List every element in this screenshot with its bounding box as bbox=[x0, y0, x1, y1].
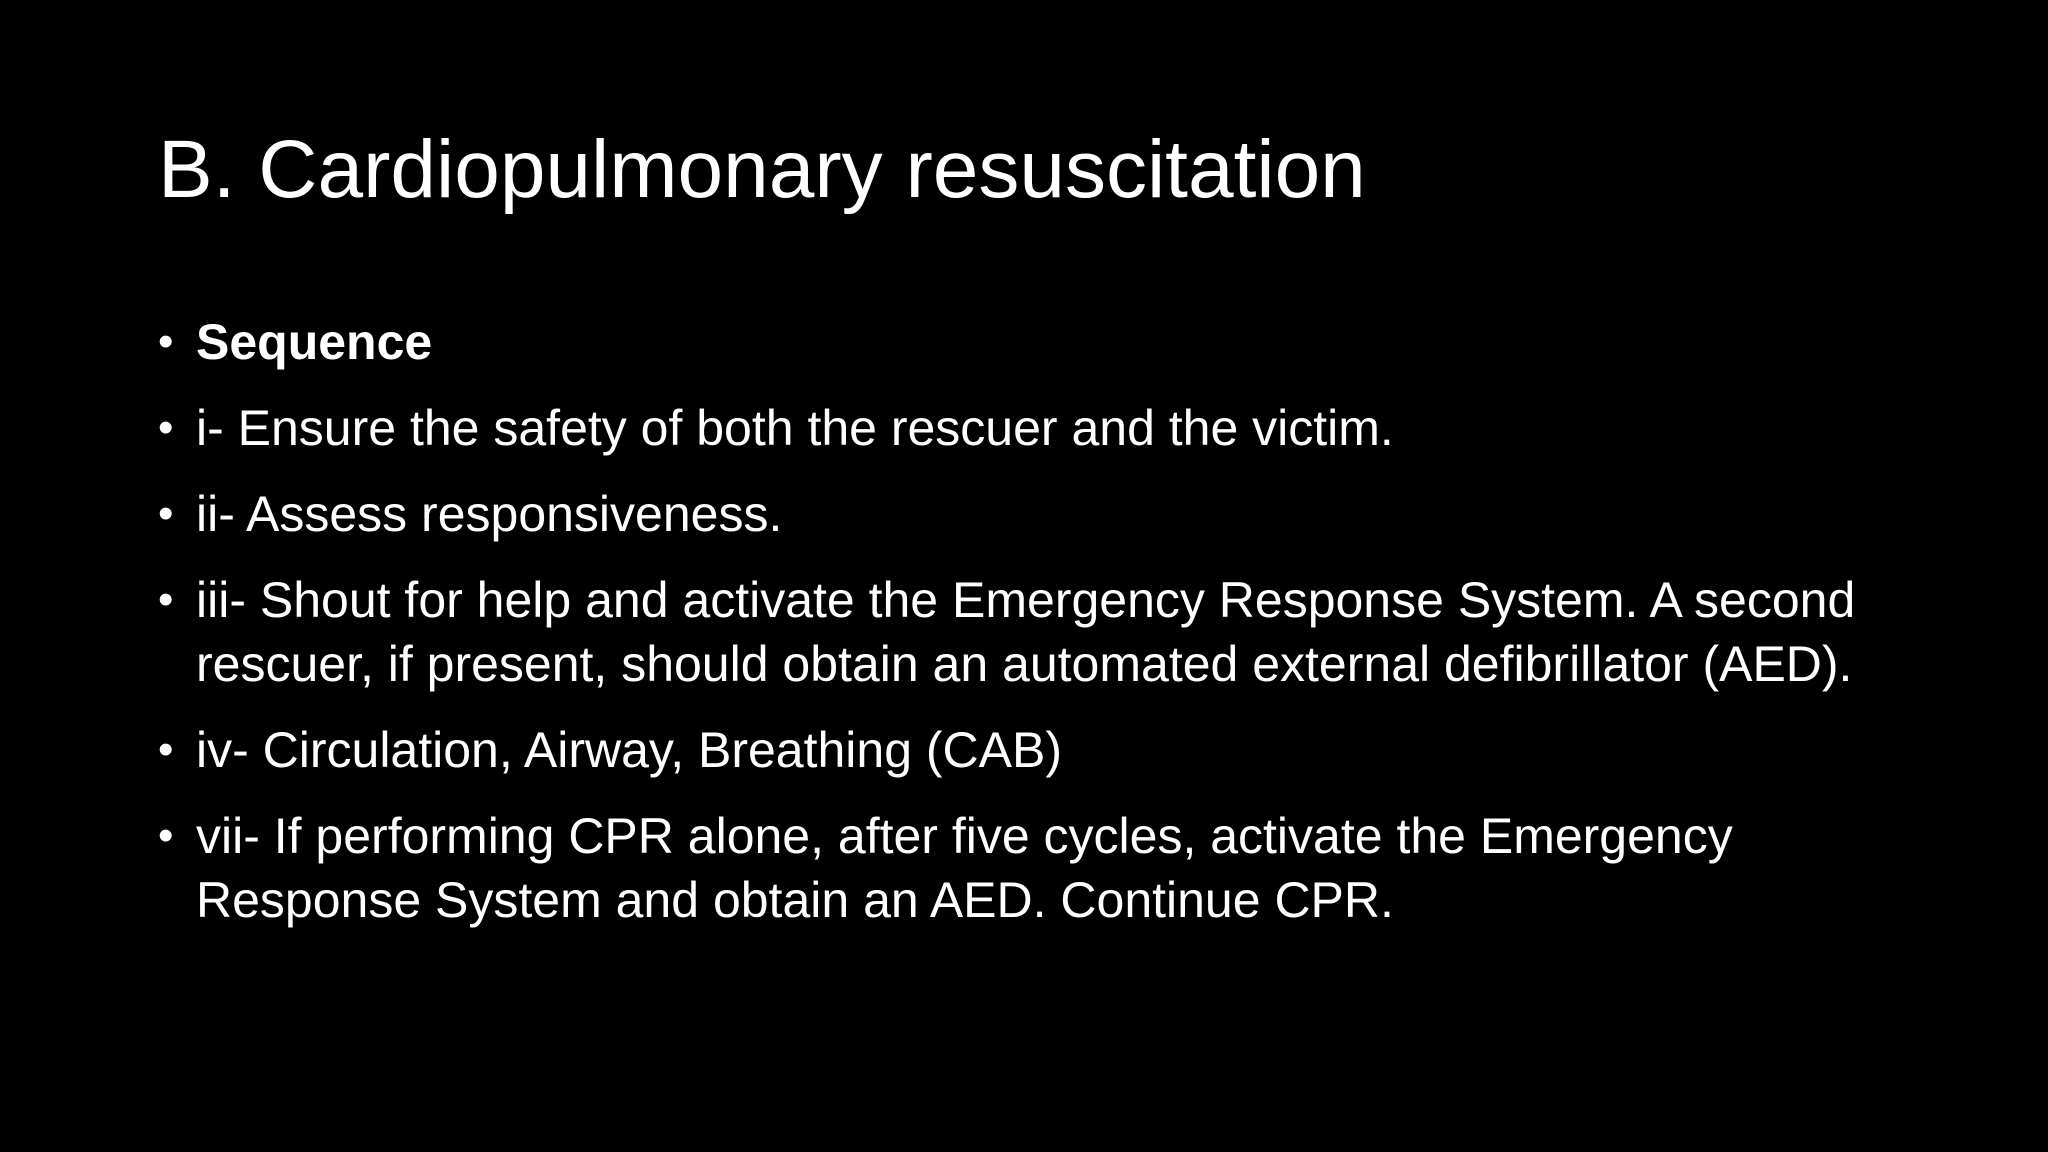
bullet-item-ensure-safety bbox=[158, 396, 1918, 460]
bullet-dot-icon: • bbox=[158, 575, 174, 624]
bullet-text: Sequence bbox=[196, 314, 433, 370]
bullet-text: i- Ensure the safety of both the rescuer and the victim. bbox=[196, 400, 1394, 456]
bullet-text: vii- If performing CPR alone, after five cycles, activate the Emergency Response System and obtain an AED. Continue CPR. bbox=[196, 808, 1733, 928]
bullet-text: iii- Shout for help and activate the Emergency Response System. A second rescuer, if present, should obtain an automated external defibrillator (AED). bbox=[196, 572, 1856, 692]
bullet-dot-icon: • bbox=[158, 489, 174, 538]
bullet-item-assess-responsiveness bbox=[158, 482, 1918, 546]
bullet-item-sequence bbox=[158, 310, 1918, 374]
bullet-text: iv- Circulation, Airway, Breathing (CAB) bbox=[196, 722, 1063, 778]
bullet-dot-icon: • bbox=[158, 403, 174, 452]
bullet-item-cpr-alone bbox=[158, 804, 1918, 932]
bullet-item-shout-for-help bbox=[158, 568, 1918, 696]
slide-title: B. Cardiopulmonary resuscitation bbox=[158, 124, 1366, 215]
bullet-list bbox=[158, 310, 1918, 954]
bullet-dot-icon: • bbox=[158, 725, 174, 774]
bullet-item-cab bbox=[158, 718, 1918, 782]
bullet-dot-icon: • bbox=[158, 317, 174, 366]
bullet-dot-icon: • bbox=[158, 811, 174, 860]
bullet-text: ii- Assess responsiveness. bbox=[196, 486, 783, 542]
